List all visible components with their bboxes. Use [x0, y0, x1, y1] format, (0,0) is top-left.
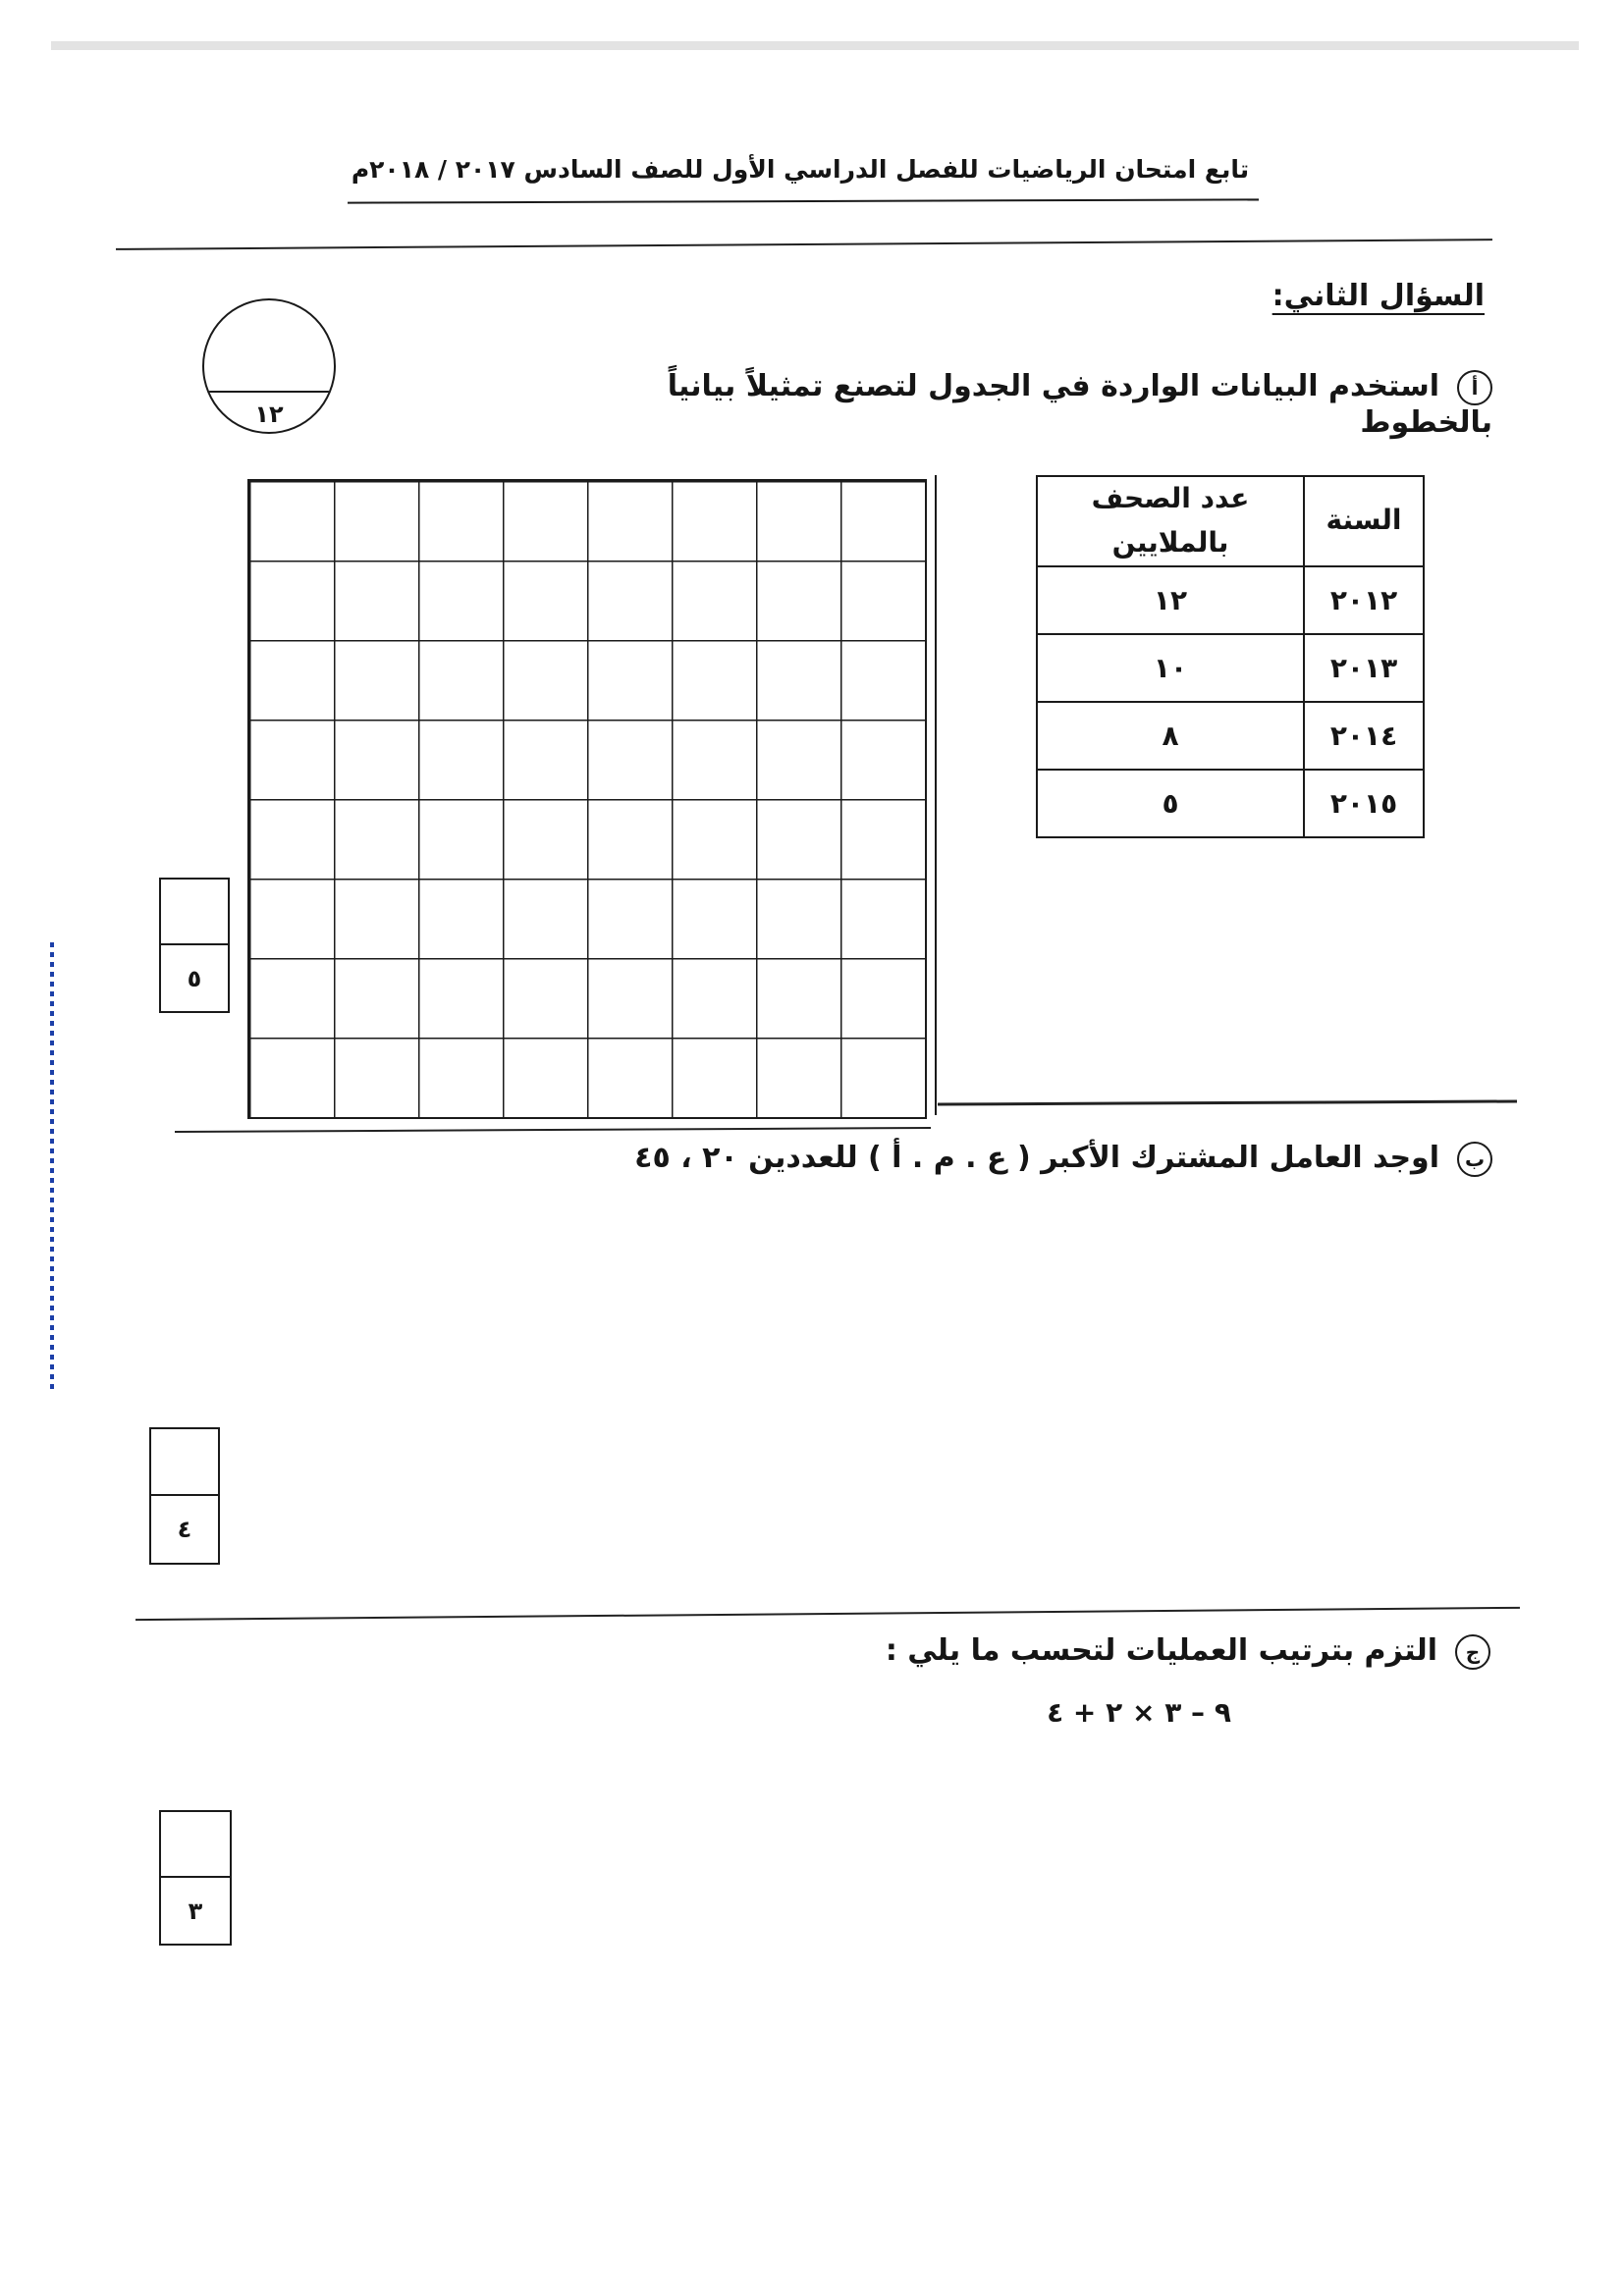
table-cell-count: ٥: [1037, 770, 1304, 837]
question-heading: السؤال الثاني:: [1271, 279, 1485, 313]
section-divider-c: [135, 1607, 1520, 1621]
part-c-text: التزم بترتيب العمليات لتحسب ما يلي :: [885, 1633, 1437, 1668]
table-cell-count: ٨: [1037, 702, 1304, 770]
exam-header-title: تابع امتحان الرياضيات للفصل الدراسي الأول للصف السادس ٢٠١٧ / ٢٠١٨م: [351, 155, 1250, 184]
part-a-text: استخدم البيانات الواردة في الجدول لتصنع تمثيلاً بيانياً بالخطوط: [667, 369, 1492, 440]
table-cell-year: ٢٠١٢: [1304, 566, 1424, 634]
part-a-score-box: [159, 878, 230, 1013]
table-cell-year: ٢٠١٥: [1304, 770, 1424, 837]
section-divider-b-right: [938, 1099, 1517, 1105]
part-a-score-value: ٥: [187, 964, 202, 992]
top-divider-bar: [51, 41, 1579, 50]
graph-grid[interactable]: [247, 479, 927, 1119]
graph-grid-edge: [935, 475, 937, 1115]
table-row: [1037, 634, 1424, 702]
score-oval-divider: [204, 391, 334, 393]
part-b-score-box: [149, 1427, 220, 1565]
table-header-year: السنة: [1304, 476, 1424, 566]
part-a-marker: أ: [1457, 370, 1492, 405]
part-a-prompt: [530, 369, 1492, 440]
margin-dotted-line: [47, 937, 57, 1389]
part-b-marker: ب: [1457, 1142, 1492, 1177]
header-underline: [348, 198, 1259, 203]
part-b-prompt: [550, 1141, 1492, 1177]
part-b-score-blank[interactable]: [151, 1429, 218, 1496]
section-divider-b-left: [175, 1127, 931, 1133]
section-divider-top: [116, 239, 1492, 250]
part-c-prompt: [589, 1633, 1490, 1670]
part-c-marker: ج: [1455, 1634, 1490, 1670]
table-cell-count: ١٢: [1037, 566, 1304, 634]
table-row: [1037, 566, 1424, 634]
table-cell-count: ١٠: [1037, 634, 1304, 702]
table-cell-year: ٢٠١٤: [1304, 702, 1424, 770]
total-score-oval: [202, 298, 336, 434]
part-c-score-box: [159, 1810, 232, 1946]
total-score-value: ١٢: [254, 400, 284, 428]
data-table: [1036, 475, 1425, 838]
table-cell-year: ٢٠١٣: [1304, 634, 1424, 702]
table-header-row: [1037, 476, 1424, 566]
part-b-text: اوجد العامل المشترك الأكبر ( ع . م . أ ) للعددين ٢٠ ، ٤٥: [634, 1141, 1439, 1175]
part-c-score-value: ٣: [188, 1896, 203, 1925]
table-header-count: عدد الصحف بالملايين: [1037, 476, 1304, 566]
part-b-score-value: ٤: [177, 1516, 192, 1543]
table-row: [1037, 770, 1424, 837]
table-row: [1037, 702, 1424, 770]
part-a-score-blank[interactable]: [161, 880, 228, 945]
part-c-score-blank[interactable]: [161, 1812, 230, 1878]
part-c-expression: ٩ – ٣ × ٢ + ٤: [1047, 1696, 1231, 1729]
